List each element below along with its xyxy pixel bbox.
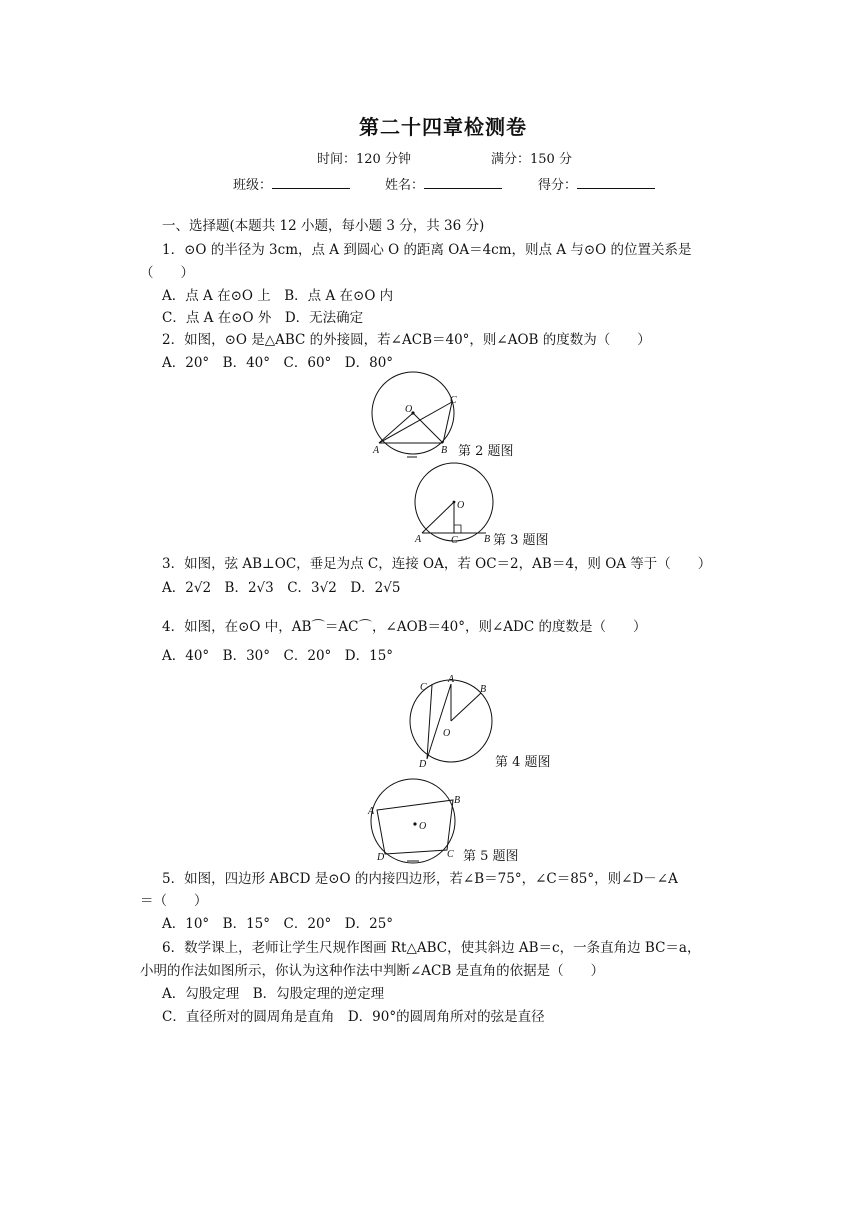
q4-options: A．40° B．30° C．20° D．15°	[162, 648, 394, 664]
q5-caption: 第 5 题图	[463, 849, 519, 864]
q2-stem: 2．如图，⊙O 是△ABC 的外接圆，若∠ACB＝40°，则∠AOB 的度数为（ ）	[162, 332, 651, 348]
q4-label-b: B	[480, 684, 487, 695]
q1-stem-line2: （ ）	[140, 265, 194, 281]
exam-time: 时间：120 分钟	[317, 152, 411, 167]
exam-total-score: 满分：150 分	[491, 152, 572, 167]
q2-options: A．20° B．40° C．60° D．80°	[162, 355, 394, 371]
q6-stem-line2: 小明的作法如图所示，你认为这种作法中判断∠ACB 是直角的依据是（ ）	[140, 963, 605, 979]
q4-stem: 4．如图，在⊙O 中，AB⌒＝AC⌒，∠AOB＝40°，则∠ADC 的度数是（ ）	[162, 619, 647, 635]
q1-stem-line1: 1．⊙O 的半径为 3cm，点 A 到圆心 O 的距离 OA＝4cm，则点 A 与⊙O 的位置关系是	[162, 242, 692, 258]
q3-figure	[410, 462, 500, 546]
q1-options-line1: A．点 A 在⊙O 上 B．点 A 在⊙O 内	[162, 288, 394, 304]
q5-label-a: A	[368, 806, 375, 817]
q4-label-c: C	[420, 682, 427, 693]
q2-label-a: A	[373, 445, 380, 456]
name-blank[interactable]	[424, 176, 502, 189]
name-field	[385, 176, 502, 192]
q2-label-b: B	[441, 445, 448, 456]
score-label: 得分：	[538, 178, 578, 193]
section-heading: 一、选择题(本题共 12 小题，每小题 3 分，共 36 分)	[162, 218, 485, 234]
q2-label-c: C	[450, 395, 457, 406]
q3-label-c: C	[451, 535, 458, 546]
q2-caption: 第 2 题图	[458, 444, 514, 459]
q5-options: A．10° B．15° C．20° D．25°	[162, 916, 394, 932]
q6-stem-line1: 6．数学课上，老师让学生尺规作图画 Rt△ABC，使其斜边 AB＝c，一条直角边 BC＝a，	[162, 940, 701, 956]
page-title: 第二十四章检测卷	[359, 115, 527, 139]
q4-caption: 第 4 题图	[495, 755, 551, 770]
q3-stem: 3．如图，弦 AB⊥OC，垂足为点 C，连接 OA，若 OC＝2，AB＝4，则 OA 等于（ ）	[162, 556, 712, 572]
q4-figure	[405, 672, 505, 772]
q6-options-line1: A．勾股定理 B．勾股定理的逆定理	[162, 986, 385, 1002]
q3-caption: 第 3 题图	[493, 533, 549, 548]
q3-label-o: O	[457, 500, 465, 511]
q5-label-c: C	[447, 849, 454, 860]
class-blank[interactable]	[272, 176, 350, 189]
class-label: 班级：	[233, 178, 273, 193]
q5-label-b: B	[454, 795, 461, 806]
q1-options-line2: C．点 A 在⊙O 外 D．无法确定	[162, 310, 364, 326]
q4-label-o: O	[443, 728, 451, 739]
class-field	[233, 176, 350, 192]
q5-label-o: O	[419, 821, 427, 832]
score-field	[538, 176, 655, 192]
q3-label-b: B	[484, 534, 491, 545]
q5-label-d: D	[377, 852, 385, 863]
q6-options-line2: C．直径所对的圆周角是直角 D．90°的圆周角所对的弦是直径	[162, 1009, 545, 1025]
q4-label-a: A	[448, 674, 455, 685]
q2-figure	[365, 373, 465, 463]
score-blank[interactable]	[577, 176, 655, 189]
q4-label-d: D	[419, 759, 427, 770]
q5-stem-line2: ＝（ ）	[140, 893, 208, 909]
q5-stem-line1: 5．如图，四边形 ABCD 是⊙O 的内接四边形，若∠B＝75°，∠C＝85°，则∠D－∠A	[162, 871, 678, 887]
q3-label-a: A	[415, 534, 422, 545]
q3-options: A．2√2 B．2√3 C．3√2 D．2√5	[162, 580, 401, 596]
name-label: 姓名：	[385, 178, 425, 193]
q2-label-o: O	[405, 404, 413, 415]
q5-figure	[365, 778, 465, 868]
